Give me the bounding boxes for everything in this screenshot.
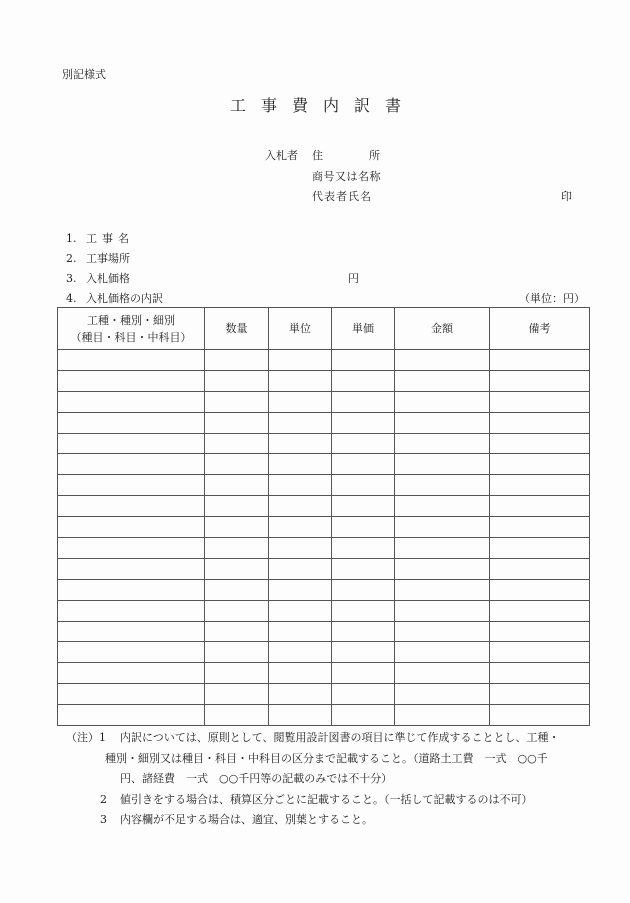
cell-unit-price[interactable] <box>332 684 395 705</box>
cell-unit[interactable] <box>269 538 332 559</box>
cell-unit-price[interactable] <box>332 391 395 412</box>
cell-unit[interactable] <box>269 663 332 684</box>
table-row <box>58 705 590 726</box>
cell-work-type[interactable] <box>58 370 205 391</box>
cell-remarks[interactable] <box>490 621 590 642</box>
cell-remarks[interactable] <box>490 600 590 621</box>
cell-quantity[interactable] <box>205 684 269 705</box>
cell-unit[interactable] <box>269 475 332 496</box>
cell-remarks[interactable] <box>490 538 590 559</box>
cell-quantity[interactable] <box>205 600 269 621</box>
cell-unit-price[interactable] <box>332 621 395 642</box>
address-label-part1: 住 <box>312 149 323 162</box>
title-char: 訳 <box>354 96 371 115</box>
table-row <box>58 517 590 538</box>
address-label-part2: 所 <box>369 149 380 162</box>
cell-unit-price[interactable] <box>332 663 395 684</box>
table-row <box>58 538 590 559</box>
cell-unit-price[interactable] <box>332 538 395 559</box>
table-header-row <box>58 308 590 350</box>
cell-remarks[interactable] <box>490 370 590 391</box>
cell-work-type[interactable] <box>58 600 205 621</box>
cell-amount[interactable] <box>395 642 490 663</box>
cell-unit[interactable] <box>269 412 332 433</box>
table-row <box>58 350 590 371</box>
cell-amount[interactable] <box>395 538 490 559</box>
cell-quantity[interactable] <box>205 663 269 684</box>
cell-quantity[interactable] <box>205 350 269 371</box>
cell-amount[interactable] <box>395 391 490 412</box>
table-row <box>58 642 590 663</box>
table-row <box>58 475 590 496</box>
cell-unit[interactable] <box>269 705 332 726</box>
cell-work-type[interactable] <box>58 558 205 579</box>
header-unit: 単位 <box>269 308 332 350</box>
cell-unit-price[interactable] <box>332 705 395 726</box>
cell-remarks[interactable] <box>490 579 590 600</box>
item-number: 2. <box>66 252 77 265</box>
cell-amount[interactable] <box>395 558 490 579</box>
cell-unit-price[interactable] <box>332 412 395 433</box>
cell-unit-price[interactable] <box>332 517 395 538</box>
cell-remarks[interactable] <box>490 454 590 475</box>
title-char: 書 <box>385 96 402 115</box>
cell-unit-price[interactable] <box>332 558 395 579</box>
note-text-line: 内容欄が不足する場合は、適宜、別葉とすること。 <box>120 813 373 826</box>
header-line: 工種・種別・細別 <box>87 313 175 327</box>
cell-amount[interactable] <box>395 370 490 391</box>
cell-remarks[interactable] <box>490 642 590 663</box>
note-text-line: 円、諸経費 一式 ○○千円等の記載のみでは不十分） <box>120 772 393 785</box>
cell-work-type[interactable] <box>58 684 205 705</box>
cell-quantity[interactable] <box>205 454 269 475</box>
cell-amount[interactable] <box>395 600 490 621</box>
cell-work-type[interactable] <box>58 475 205 496</box>
cell-quantity[interactable] <box>205 517 269 538</box>
cell-amount[interactable] <box>395 684 490 705</box>
table-row <box>58 412 590 433</box>
seal-mark: 印 <box>561 190 572 203</box>
table-row <box>58 579 590 600</box>
cell-quantity[interactable] <box>205 642 269 663</box>
title-char: 事 <box>261 96 278 115</box>
header-remarks: 備考 <box>490 308 590 350</box>
table-row <box>58 600 590 621</box>
cell-remarks[interactable] <box>490 663 590 684</box>
cell-remarks[interactable] <box>490 391 590 412</box>
item-label: 入札価格の内訳 <box>86 292 163 305</box>
cell-remarks[interactable] <box>490 558 590 579</box>
cell-amount[interactable] <box>395 663 490 684</box>
cell-remarks[interactable] <box>490 705 590 726</box>
cell-work-type[interactable] <box>58 621 205 642</box>
notes-prefix: （注） <box>66 731 99 744</box>
header-unit-price: 単価 <box>332 308 395 350</box>
title-char: 内 <box>323 96 340 115</box>
table-row <box>58 663 590 684</box>
cell-remarks[interactable] <box>490 433 590 454</box>
cell-amount[interactable] <box>395 412 490 433</box>
item-bid-breakdown <box>66 290 163 306</box>
table-row <box>58 621 590 642</box>
item-number: 1. <box>66 232 77 245</box>
cell-amount[interactable] <box>395 475 490 496</box>
note-number: 3 <box>100 813 107 826</box>
table-row <box>58 684 590 705</box>
cell-remarks[interactable] <box>490 475 590 496</box>
cell-unit[interactable] <box>269 517 332 538</box>
cell-quantity[interactable] <box>205 538 269 559</box>
table-row <box>58 391 590 412</box>
item-label: 入札価格 <box>86 272 130 285</box>
table-row <box>58 454 590 475</box>
cell-work-type[interactable] <box>58 705 205 726</box>
cell-unit[interactable] <box>269 391 332 412</box>
cell-remarks[interactable] <box>490 684 590 705</box>
item-project-location <box>66 250 130 266</box>
cell-work-type[interactable] <box>58 517 205 538</box>
header-work-type <box>58 308 205 350</box>
note-text-line: 値引きをする場合は、積算区分ごとに記載すること。（一括して記載するのは不可） <box>120 793 533 806</box>
cell-amount[interactable] <box>395 433 490 454</box>
cell-amount[interactable] <box>395 705 490 726</box>
cell-unit[interactable] <box>269 350 332 371</box>
note-number: 2 <box>100 793 107 806</box>
cell-remarks[interactable] <box>490 517 590 538</box>
cell-remarks[interactable] <box>490 350 590 371</box>
page-title <box>230 93 416 116</box>
representative-name-label: 代表者氏名 <box>312 190 372 203</box>
cell-quantity[interactable] <box>205 412 269 433</box>
title-char: 工 <box>230 96 247 115</box>
cell-remarks[interactable] <box>490 412 590 433</box>
cell-work-type[interactable] <box>58 412 205 433</box>
item-project-name <box>66 230 134 246</box>
cell-amount[interactable] <box>395 517 490 538</box>
cell-quantity[interactable] <box>205 705 269 726</box>
cell-quantity[interactable] <box>205 475 269 496</box>
cell-unit-price[interactable] <box>332 350 395 371</box>
table-row <box>58 496 590 517</box>
cell-work-type[interactable] <box>58 496 205 517</box>
cell-quantity[interactable] <box>205 579 269 600</box>
cell-quantity[interactable] <box>205 558 269 579</box>
cell-unit[interactable] <box>269 642 332 663</box>
title-char: 費 <box>292 96 309 115</box>
cell-unit[interactable] <box>269 621 332 642</box>
cell-work-type[interactable] <box>58 454 205 475</box>
cell-unit-price[interactable] <box>332 579 395 600</box>
item-label: 工事名 <box>86 232 134 245</box>
cell-amount[interactable] <box>395 350 490 371</box>
cell-quantity[interactable] <box>205 496 269 517</box>
unit-note: （単位：円） <box>519 292 585 305</box>
note-number: 1 <box>99 731 106 744</box>
cell-unit-price[interactable] <box>332 475 395 496</box>
cell-unit[interactable] <box>269 370 332 391</box>
cell-amount[interactable] <box>395 454 490 475</box>
cell-unit-price[interactable] <box>332 454 395 475</box>
cell-quantity[interactable] <box>205 370 269 391</box>
cell-unit[interactable] <box>269 684 332 705</box>
note-text-line: 内訳については、原則として、閲覧用設計図書の項目に準じて作成することとし、工種・ <box>120 731 560 744</box>
table-row <box>58 370 590 391</box>
table-body <box>58 350 590 726</box>
header-line: （種目・科目・中科目） <box>70 330 192 344</box>
cell-work-type[interactable] <box>58 391 205 412</box>
cell-unit-price[interactable] <box>332 600 395 621</box>
cell-work-type[interactable] <box>58 663 205 684</box>
cell-work-type[interactable] <box>58 538 205 559</box>
item-number: 3. <box>66 272 77 285</box>
bid-price-yen-unit: 円 <box>348 272 359 285</box>
cell-quantity[interactable] <box>205 621 269 642</box>
item-number: 4. <box>66 292 77 305</box>
cell-amount[interactable] <box>395 496 490 517</box>
form-label: 別記様式 <box>62 68 106 81</box>
cell-unit[interactable] <box>269 579 332 600</box>
table-row <box>58 433 590 454</box>
cell-unit[interactable] <box>269 496 332 517</box>
item-bid-price <box>66 270 130 286</box>
bidder-label: 入札者 <box>265 149 298 162</box>
cell-unit-price[interactable] <box>332 370 395 391</box>
header-quantity: 数量 <box>205 308 269 350</box>
cell-work-type[interactable] <box>58 433 205 454</box>
cell-quantity[interactable] <box>205 433 269 454</box>
cell-remarks[interactable] <box>490 496 590 517</box>
header-amount: 金額 <box>395 308 490 350</box>
cell-amount[interactable] <box>395 621 490 642</box>
cell-work-type[interactable] <box>58 642 205 663</box>
cell-unit[interactable] <box>269 558 332 579</box>
cell-work-type[interactable] <box>58 579 205 600</box>
cell-work-type[interactable] <box>58 350 205 371</box>
cell-unit[interactable] <box>269 454 332 475</box>
cell-unit-price[interactable] <box>332 642 395 663</box>
item-label: 工事場所 <box>86 252 130 265</box>
cell-amount[interactable] <box>395 579 490 600</box>
cell-unit[interactable] <box>269 600 332 621</box>
cell-unit-price[interactable] <box>332 496 395 517</box>
company-name-label: 商号又は名称 <box>312 170 381 183</box>
cell-unit-price[interactable] <box>332 433 395 454</box>
breakdown-table <box>57 307 590 726</box>
note-text-line: 種別・細別又は種目・科目・中科目の区分まで記載すること。（道路土工費 一式 ○○千 <box>105 752 548 765</box>
cell-quantity[interactable] <box>205 391 269 412</box>
cell-unit[interactable] <box>269 433 332 454</box>
table-row <box>58 558 590 579</box>
